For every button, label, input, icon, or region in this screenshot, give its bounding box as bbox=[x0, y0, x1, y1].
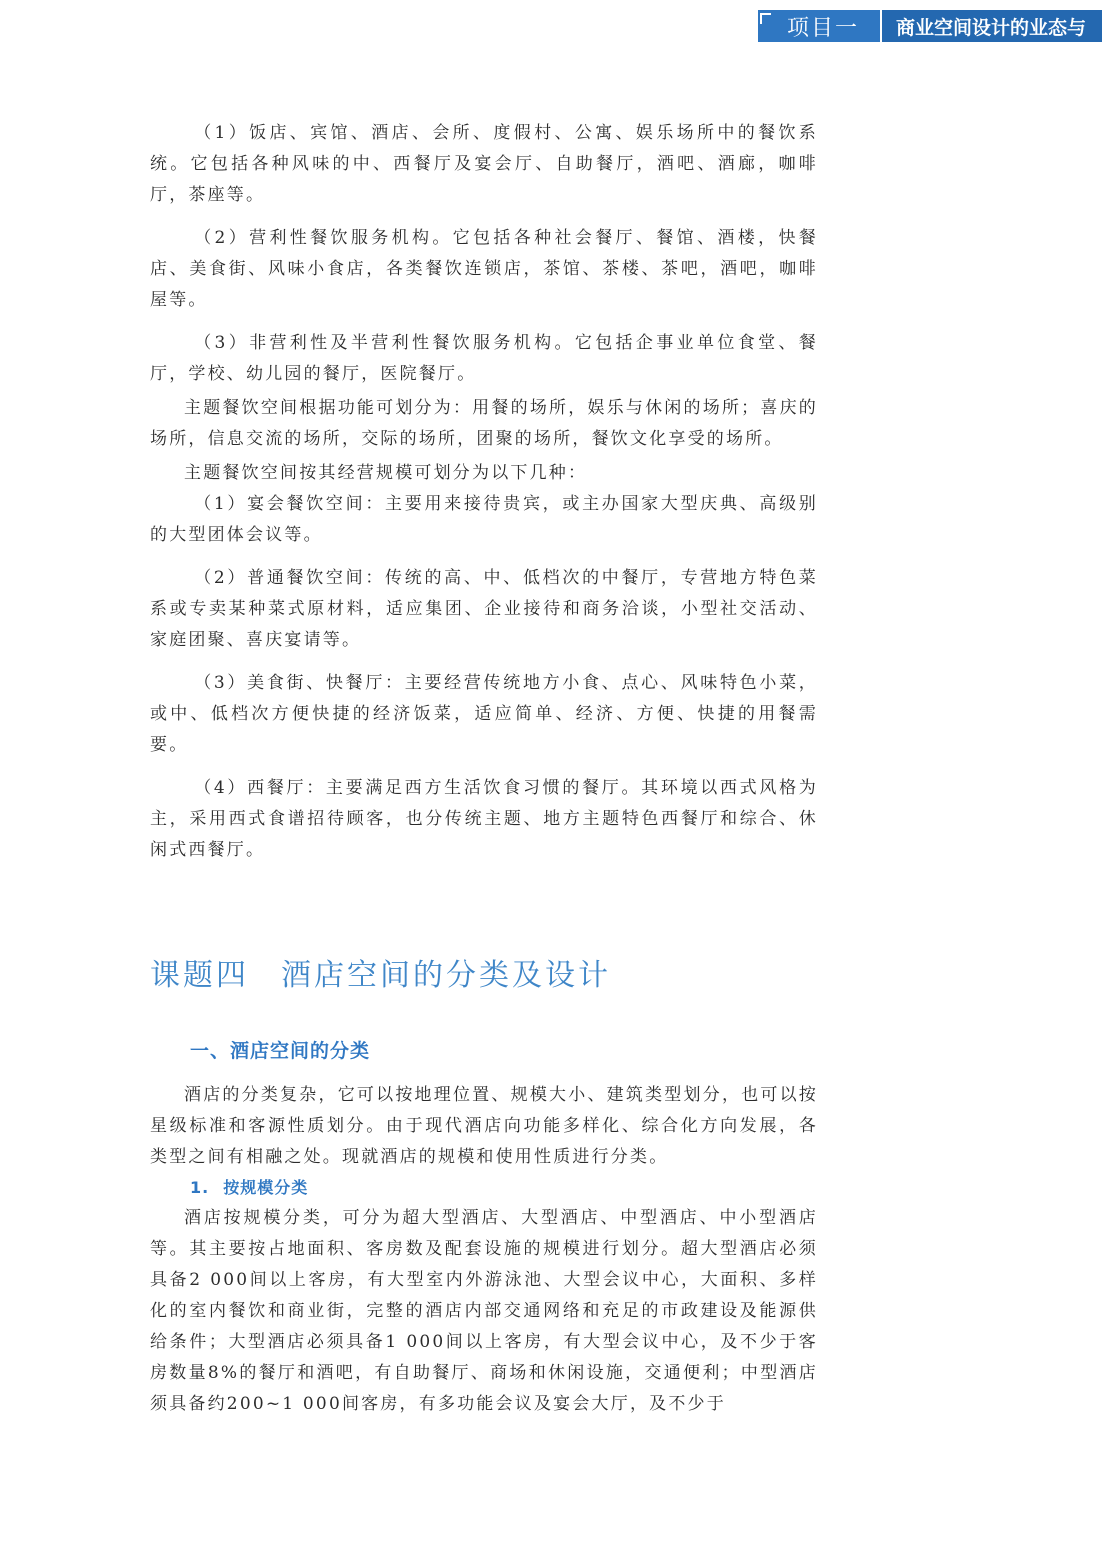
project-label: 项目一 bbox=[786, 15, 859, 41]
paragraph: （3）非营利性及半营利性餐饮服务机构。它包括企事业单位食堂、餐厅，学校、幼儿园的餐厅，医院餐厅。 bbox=[150, 333, 818, 384]
lesson-title: 酒店空间的分类及设计 bbox=[281, 958, 611, 993]
paragraph: （1）宴会餐饮空间：主要用来接待贵宾，或主办国家大型庆典、高级别的大型团体会议等。 bbox=[150, 494, 818, 545]
running-header bbox=[758, 10, 1102, 42]
lesson-heading bbox=[150, 950, 611, 994]
paragraph: （2）营利性餐饮服务机构。它包括各种社会餐厅、餐馆、酒楼，快餐店、美食街、风味小食店，各类餐饮连锁店，茶馆、茶楼、茶吧，酒吧，咖啡屋等。 bbox=[150, 228, 818, 310]
subsection-number: 1. bbox=[190, 1178, 210, 1197]
chapter-title: 商业空间设计的业态与 bbox=[896, 16, 1087, 39]
paragraph: 酒店的分类复杂，它可以按地理位置、规模大小、建筑类型划分，也可以按星级标准和客源性质划分。由于现代酒店向功能多样化、综合化方向发展，各类型之间有相融之处。现就酒店的规模和使用性质进行分类。 bbox=[150, 1085, 818, 1167]
subsection-heading bbox=[150, 1173, 818, 1203]
paragraph: （1）饭店、宾馆、酒店、会所、度假村、公寓、娱乐场所中的餐饮系统。它包括各种风味的中、西餐厅及宴会厅、自助餐厅，酒吧、酒廊，咖啡厅，茶座等。 bbox=[150, 123, 818, 205]
section-heading: 一、酒店空间的分类 bbox=[190, 1040, 371, 1062]
paragraph: 主题餐饮空间根据功能可划分为：用餐的场所，娱乐与休闲的场所；喜庆的场所，信息交流的场所，交际的场所，团聚的场所，餐饮文化享受的场所。 bbox=[150, 398, 818, 449]
body-text-top bbox=[150, 118, 818, 866]
corner-bracket-icon bbox=[760, 13, 771, 24]
paragraph: 主题餐饮空间按其经营规模可划分为以下几种： bbox=[184, 463, 588, 483]
paragraph: （3）美食街、快餐厅：主要经营传统地方小食、点心、风味特色小菜，或中、低档次方便快捷的经济饭菜，适应简单、经济、方便、快捷的用餐需要。 bbox=[150, 673, 818, 755]
body-text-bottom bbox=[150, 1080, 818, 1420]
paragraph: 酒店按规模分类，可分为超大型酒店、大型酒店、中型酒店、中小型酒店等。其主要按占地面积、客房数及配套设施的规模进行划分。超大型酒店必须具备2 000间以上客房，有大型室内外游泳池、大型会议中心，大面积、多样化的室内餐饮和商业街，完整的酒店内部交通网络和充足的市政建设及能源供给条件；大型酒店必须具备1 000间以上客房，有大型会议中心，及不少于客房数量8%的餐厅和酒吧，有自助餐厅、商场和休闲设施，交通便利；中型酒店须具备约200~1 000间客房，有多功能会议及宴会大厅，及不少于 bbox=[150, 1208, 818, 1414]
project-tab bbox=[758, 10, 880, 42]
lesson-number: 课题四 bbox=[150, 958, 249, 993]
paragraph: （2）普通餐饮空间：传统的高、中、低档次的中餐厅，专营地方特色菜系或专卖某种菜式原材料，适应集团、企业接待和商务洽谈，小型社交活动、家庭团聚、喜庆宴请等。 bbox=[150, 568, 818, 650]
chapter-tab bbox=[882, 10, 1102, 42]
subsection-title: 按规模分类 bbox=[223, 1178, 309, 1197]
paragraph: （4）西餐厅：主要满足西方生活饮食习惯的餐厅。其环境以西式风格为主，采用西式食谱招待顾客，也分传统主题、地方主题特色西餐厅和综合、休闲式西餐厅。 bbox=[150, 778, 818, 860]
